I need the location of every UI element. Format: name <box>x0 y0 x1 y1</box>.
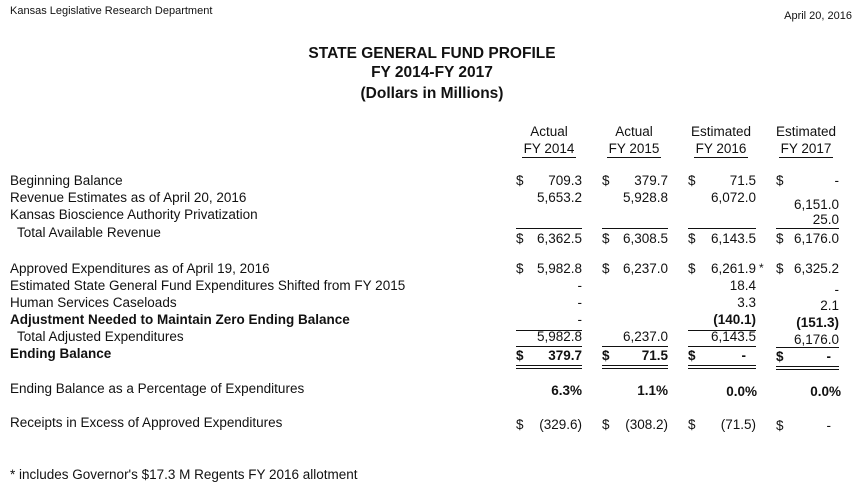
value-fy2015: 6,308.5 <box>622 231 668 246</box>
table-row-shifted-expenditures <box>0 278 864 295</box>
dollar-sign: $ <box>776 231 784 246</box>
page-title: STATE GENERAL FUND PROFILE <box>308 45 556 62</box>
value-fy2014: 379.7 <box>548 348 582 363</box>
dollar-sign: $ <box>688 231 696 246</box>
value-fy2015: 6,237.0 <box>622 261 668 276</box>
row-label: Ending Balance as a Percentage of Expenditures <box>10 381 305 396</box>
dollar-sign: $ <box>776 173 784 188</box>
value-fy2014: 6.3% <box>551 383 582 398</box>
value-fy2014: - <box>577 278 582 293</box>
column-header-fy2015 <box>593 123 675 158</box>
rule <box>688 330 756 331</box>
value-fy2016: 6,143.5 <box>710 231 756 246</box>
dollar-sign: $ <box>602 231 610 246</box>
dollar-sign: $ <box>602 261 610 276</box>
value-fy2017: - <box>826 418 831 433</box>
value-fy2016: 6,143.5 <box>710 329 756 344</box>
value-fy2016: 18.4 <box>729 278 756 293</box>
page-subtitle-units: (Dollars in Millions) <box>360 85 504 102</box>
value-fy2017: 2.1 <box>820 298 839 313</box>
value-fy2016: (71.5) <box>720 417 756 432</box>
table-row-human-services <box>0 295 864 312</box>
value-fy2016: 71.5 <box>729 173 756 188</box>
value-fy2015: 5,928.8 <box>622 190 668 205</box>
value-fy2015: 1.1% <box>637 383 668 398</box>
table-row-approved-expenditures <box>0 261 864 278</box>
value-fy2016: 3.3 <box>737 295 756 310</box>
row-label: Ending Balance <box>10 346 112 361</box>
row-label: Kansas Bioscience Authority Privatization <box>10 207 258 222</box>
dollar-sign: $ <box>776 349 784 364</box>
column-type: Estimated <box>775 124 837 139</box>
value-fy2017: 6,176.0 <box>793 332 839 347</box>
table-row-revenue-estimates <box>0 190 864 212</box>
value-fy2017: - <box>834 282 839 297</box>
org-name: Kansas Legislative Research Department <box>10 5 213 17</box>
dollar-sign: $ <box>516 261 524 276</box>
table-row-adjustment <box>0 312 864 329</box>
row-label: Adjustment Needed to Maintain Zero Ending Balance <box>10 312 350 327</box>
dollar-sign: $ <box>516 231 524 246</box>
value-fy2014: 5,982.8 <box>536 261 582 276</box>
row-label: Human Services Caseloads <box>10 295 177 310</box>
double-rule <box>688 365 756 369</box>
value-fy2014: 709.3 <box>548 173 582 188</box>
column-type: Actual <box>530 124 568 139</box>
table-row-beginning-balance <box>0 173 864 190</box>
value-fy2014: - <box>577 312 582 327</box>
value-fy2014: (329.6) <box>539 417 582 432</box>
dollar-sign: $ <box>688 261 696 276</box>
page-subtitle-years: FY 2014-FY 2017 <box>371 64 493 81</box>
column-year: FY 2017 <box>780 141 832 156</box>
column-year: FY 2015 <box>608 141 660 156</box>
value-fy2017: 6,325.2 <box>793 261 839 276</box>
value-fy2017: 0.0% <box>810 384 841 399</box>
value-fy2017: 6,176.0 <box>793 231 839 246</box>
value-fy2017: 25.0 <box>812 212 839 227</box>
column-header-fy2016 <box>680 123 762 158</box>
value-fy2014: 5,982.8 <box>536 329 582 344</box>
dollar-sign: $ <box>602 173 610 188</box>
double-rule <box>602 365 668 369</box>
column-year: FY 2014 <box>523 141 575 156</box>
column-type: Estimated <box>690 124 752 139</box>
report-date: April 20, 2016 <box>784 10 852 22</box>
value-fy2016: - <box>741 348 746 363</box>
table-row-ending-balance <box>0 346 864 363</box>
table-row-total-adjusted <box>0 329 864 346</box>
row-label: Total Adjusted Expenditures <box>17 329 184 344</box>
row-label: Receipts in Excess of Approved Expenditures <box>10 415 283 430</box>
row-label: Approved Expenditures as of April 19, 2016 <box>10 261 270 276</box>
value-fy2017: - <box>834 173 839 188</box>
row-label: Estimated State General Fund Expenditures Shifted from FY 2015 <box>10 278 406 293</box>
value-fy2014: 5,653.2 <box>536 190 582 205</box>
column-year: FY 2016 <box>695 141 747 156</box>
rule <box>516 330 582 331</box>
table-row-receipts-excess <box>0 415 864 432</box>
dollar-sign: $ <box>516 348 524 363</box>
column-header-fy2017 <box>765 123 847 158</box>
double-rule <box>776 366 839 370</box>
dollar-sign: $ <box>688 348 696 363</box>
column-type: Actual <box>615 124 653 139</box>
dollar-sign: $ <box>602 417 610 432</box>
dollar-sign: $ <box>602 348 610 363</box>
table-row-ending-percentage <box>0 381 864 398</box>
value-fy2015: 71.5 <box>641 348 668 363</box>
column-header-fy2014 <box>508 123 590 158</box>
footnote-asterisk: * <box>759 261 764 275</box>
value-fy2016: 0.0% <box>726 384 757 399</box>
value-fy2014: 6,362.5 <box>536 231 582 246</box>
dollar-sign: $ <box>776 418 784 433</box>
table-row-bioscience <box>0 207 864 227</box>
footnote: * includes Governor's $17.3 M Regents FY 2016 allotment <box>10 467 358 482</box>
value-fy2014: - <box>577 295 582 310</box>
value-fy2016: (140.1) <box>713 312 756 327</box>
table-row-total-available <box>0 225 864 246</box>
dollar-sign: $ <box>516 173 524 188</box>
value-fy2017: - <box>826 349 831 364</box>
dollar-sign: $ <box>688 173 696 188</box>
double-rule <box>516 365 582 369</box>
row-label: Total Available Revenue <box>17 225 161 240</box>
value-fy2017: (151.3) <box>796 315 839 330</box>
dollar-sign: $ <box>516 417 524 432</box>
value-fy2016: 6,261.9 <box>710 261 756 276</box>
value-fy2015: 6,237.0 <box>622 329 668 344</box>
value-fy2017: 6,151.0 <box>793 197 839 212</box>
row-label: Beginning Balance <box>10 173 123 188</box>
row-label: Revenue Estimates as of April 20, 2016 <box>10 190 247 205</box>
dollar-sign: $ <box>688 417 696 432</box>
value-fy2016: 6,072.0 <box>710 190 756 205</box>
value-fy2015: (308.2) <box>625 417 668 432</box>
value-fy2015: 379.7 <box>634 173 668 188</box>
dollar-sign: $ <box>776 261 784 276</box>
